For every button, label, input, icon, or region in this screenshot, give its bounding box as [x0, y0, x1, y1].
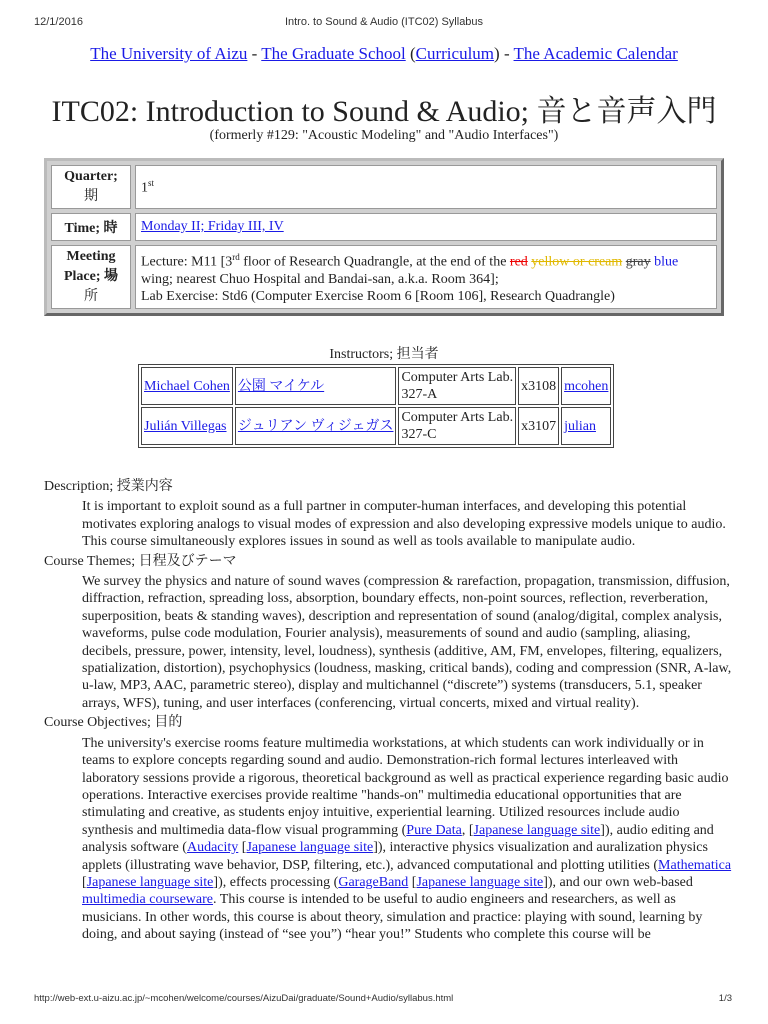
instructor-lab: Computer Arts Lab. 327-C: [398, 407, 516, 445]
description-text: It is important to exploit sound as a full partner in computer-human interfaces, and developing this potential motivates exploring analogs to visual modes of expression and also developing expressive models unique to audio. This course simultaneously explores issues in sound as well as tools available to manipulate audio.: [82, 499, 726, 550]
link-japanese-site[interactable]: Japanese language site: [416, 874, 544, 890]
page-title: ITC02: Introduction to Sound & Audio; 音と音声入門: [51, 95, 717, 128]
link-garageband[interactable]: GarageBand: [338, 874, 409, 890]
nav-paren-close: ) -: [494, 44, 514, 63]
description-heading: Description; 授業内容: [44, 479, 173, 494]
instructors-caption: Instructors; 担当者: [329, 347, 439, 362]
link-academic-calendar[interactable]: The Academic Calendar: [513, 44, 678, 63]
page-subtitle: (formerly #129: "Acoustic Modeling" and "Audio Interfaces"): [209, 128, 559, 143]
instructor-email[interactable]: mcohen: [564, 378, 609, 394]
link-mathematica[interactable]: Mathematica: [658, 857, 732, 873]
page-number: 1/3: [718, 993, 732, 1004]
syllabus-body: [44, 478, 734, 946]
place-value: Lecture: M11 [3rd floor of Research Quadrangle, at the end of the red yellow or cream gray blue wing; nearest Chuo Hospital and Bandai-san, a.k.a. Room 364]; Lab Exercise: Std6 (Computer Exercise Room 6 [Room 106], Research Quadrangle): [135, 245, 717, 309]
instructor-name-ja[interactable]: 公園 マイケル: [237, 378, 325, 394]
link-university[interactable]: The University of Aizu: [90, 44, 248, 63]
instructor-row: [141, 367, 611, 405]
link-japanese-site[interactable]: Japanese language site: [473, 822, 601, 838]
instructor-name[interactable]: Michael Cohen: [144, 378, 230, 394]
instructor-lab: Computer Arts Lab. 327-A: [398, 367, 516, 405]
link-japanese-site[interactable]: Japanese language site: [246, 840, 374, 856]
struck-yellow: yellow or cream: [531, 254, 623, 270]
quarter-value: 1st: [135, 165, 717, 209]
link-graduate-school[interactable]: The Graduate School: [261, 44, 406, 63]
place-label: Meeting Place; 場 所: [51, 245, 131, 309]
instructor-name[interactable]: Julián Villegas: [144, 418, 227, 434]
themes-text: We survey the physics and nature of sound waves (compression & rarefaction, propagation, transmission, diffusion, diffraction, refraction, spreading loss, absorption, boundary effects, non-point sources, reflection, reverberation, superposition, beats & standing waves), description and representation of sound (analog/digital, complex analysis, waveforms, pulse code modulation, Fourier analysis), measurements of sound and audio (sampling, aliasing, decibels, pressure, power, intensity, level, loudness), synthesis (additive, AM, FM, envelopes, filtering, equalizers, spatialization, distortion), psychophysics (loudness, masking, critical bands), coding and compression (SNR, A-law, u-law, MP3, AAC, parametric stereo), display and multichannel (“discrete”) systems (transducers, 5.1, speaker arrays, WFS), tuning, and user interfaces (conferencing, virtual concerts, mixed and virtual reality).: [82, 574, 732, 711]
link-curriculum[interactable]: Curriculum: [415, 44, 495, 63]
struck-gray: gray: [625, 254, 651, 270]
quarter-row: [51, 165, 717, 209]
lab-exercise: Lab Exercise: Std6 (Computer Exercise Room 6 [Room 106], Research Quadrangle): [141, 288, 615, 304]
course-info-table: [44, 158, 724, 316]
blue-word: blue: [654, 254, 679, 270]
link-multimedia-courseware[interactable]: multimedia courseware: [82, 892, 214, 908]
objectives-text: The university's exercise rooms feature multimedia workstations, at which students can work individually or in teams to explore concepts regarding sound and audio. Demonstration-rich formal lectures interleaved with laboratory sessions provide a rigorous, theoretical background as well as practical experience regarding basic audio operations. Interactive exercises provide realtime "hands-on" multimedia educational opportunities that are stimulating and creative, as students enjoy intuitive, experiential learning. Utilized resources include audio synthesis and multimedia data-flow visual programming (Pure Data, [Japanese language site]), audio editing and analysis software (Audacity [Japanese language site]), interactive physics visualization and auralization physics applets (illustrating wave behavior, DSP, filtering, etc.), advanced computational and plotting utilities (Mathematica [Japanese language site]), effects processing (GarageBand [Japanese language site]), and our own web-based multimedia courseware. This course is intended to be useful to audio engineers and researchers, as well as musicians. In other words, this course is about theory, simulation and practice: playing with sound, learning by doing, and about saying (instead of “see you”) “hear you!” Students who complete this course will be: [82, 735, 732, 943]
print-date: 12/1/2016: [34, 16, 83, 28]
time-label: Time; 時: [51, 213, 131, 241]
time-value: [135, 213, 717, 241]
instructor-ext: x3107: [518, 407, 559, 445]
time-row: [51, 213, 717, 241]
breadcrumb: [0, 44, 768, 64]
instructor-row: [141, 407, 611, 445]
instructor-name-ja[interactable]: ジュリアン ヴィジェガス: [237, 418, 394, 434]
nav-paren-open: (: [405, 44, 416, 63]
instructor-email[interactable]: julian: [564, 418, 596, 434]
instructor-ext: x3108: [518, 367, 559, 405]
link-pure-data[interactable]: Pure Data: [406, 822, 462, 838]
link-time[interactable]: Monday II; Friday III, IV: [141, 219, 284, 234]
objectives-heading: Course Objectives; 目的: [44, 715, 183, 731]
themes-heading: Course Themes; 日程及びテーマ: [44, 553, 237, 569]
print-title: Intro. to Sound & Audio (ITC02) Syllabus: [284, 16, 484, 28]
print-url: http://web-ext.u-aizu.ac.jp/~mcohen/welcome/courses/AizuDai/graduate/Sound+Audio/syllabus.html: [34, 993, 454, 1004]
struck-red: red: [509, 254, 528, 270]
instructors-table: [138, 364, 614, 448]
nav-sep: -: [247, 44, 262, 63]
link-japanese-site[interactable]: Japanese language site: [86, 874, 214, 890]
quarter-label: Quarter; 期: [51, 165, 131, 209]
place-row: [51, 245, 717, 309]
link-audacity[interactable]: Audacity: [186, 840, 239, 856]
